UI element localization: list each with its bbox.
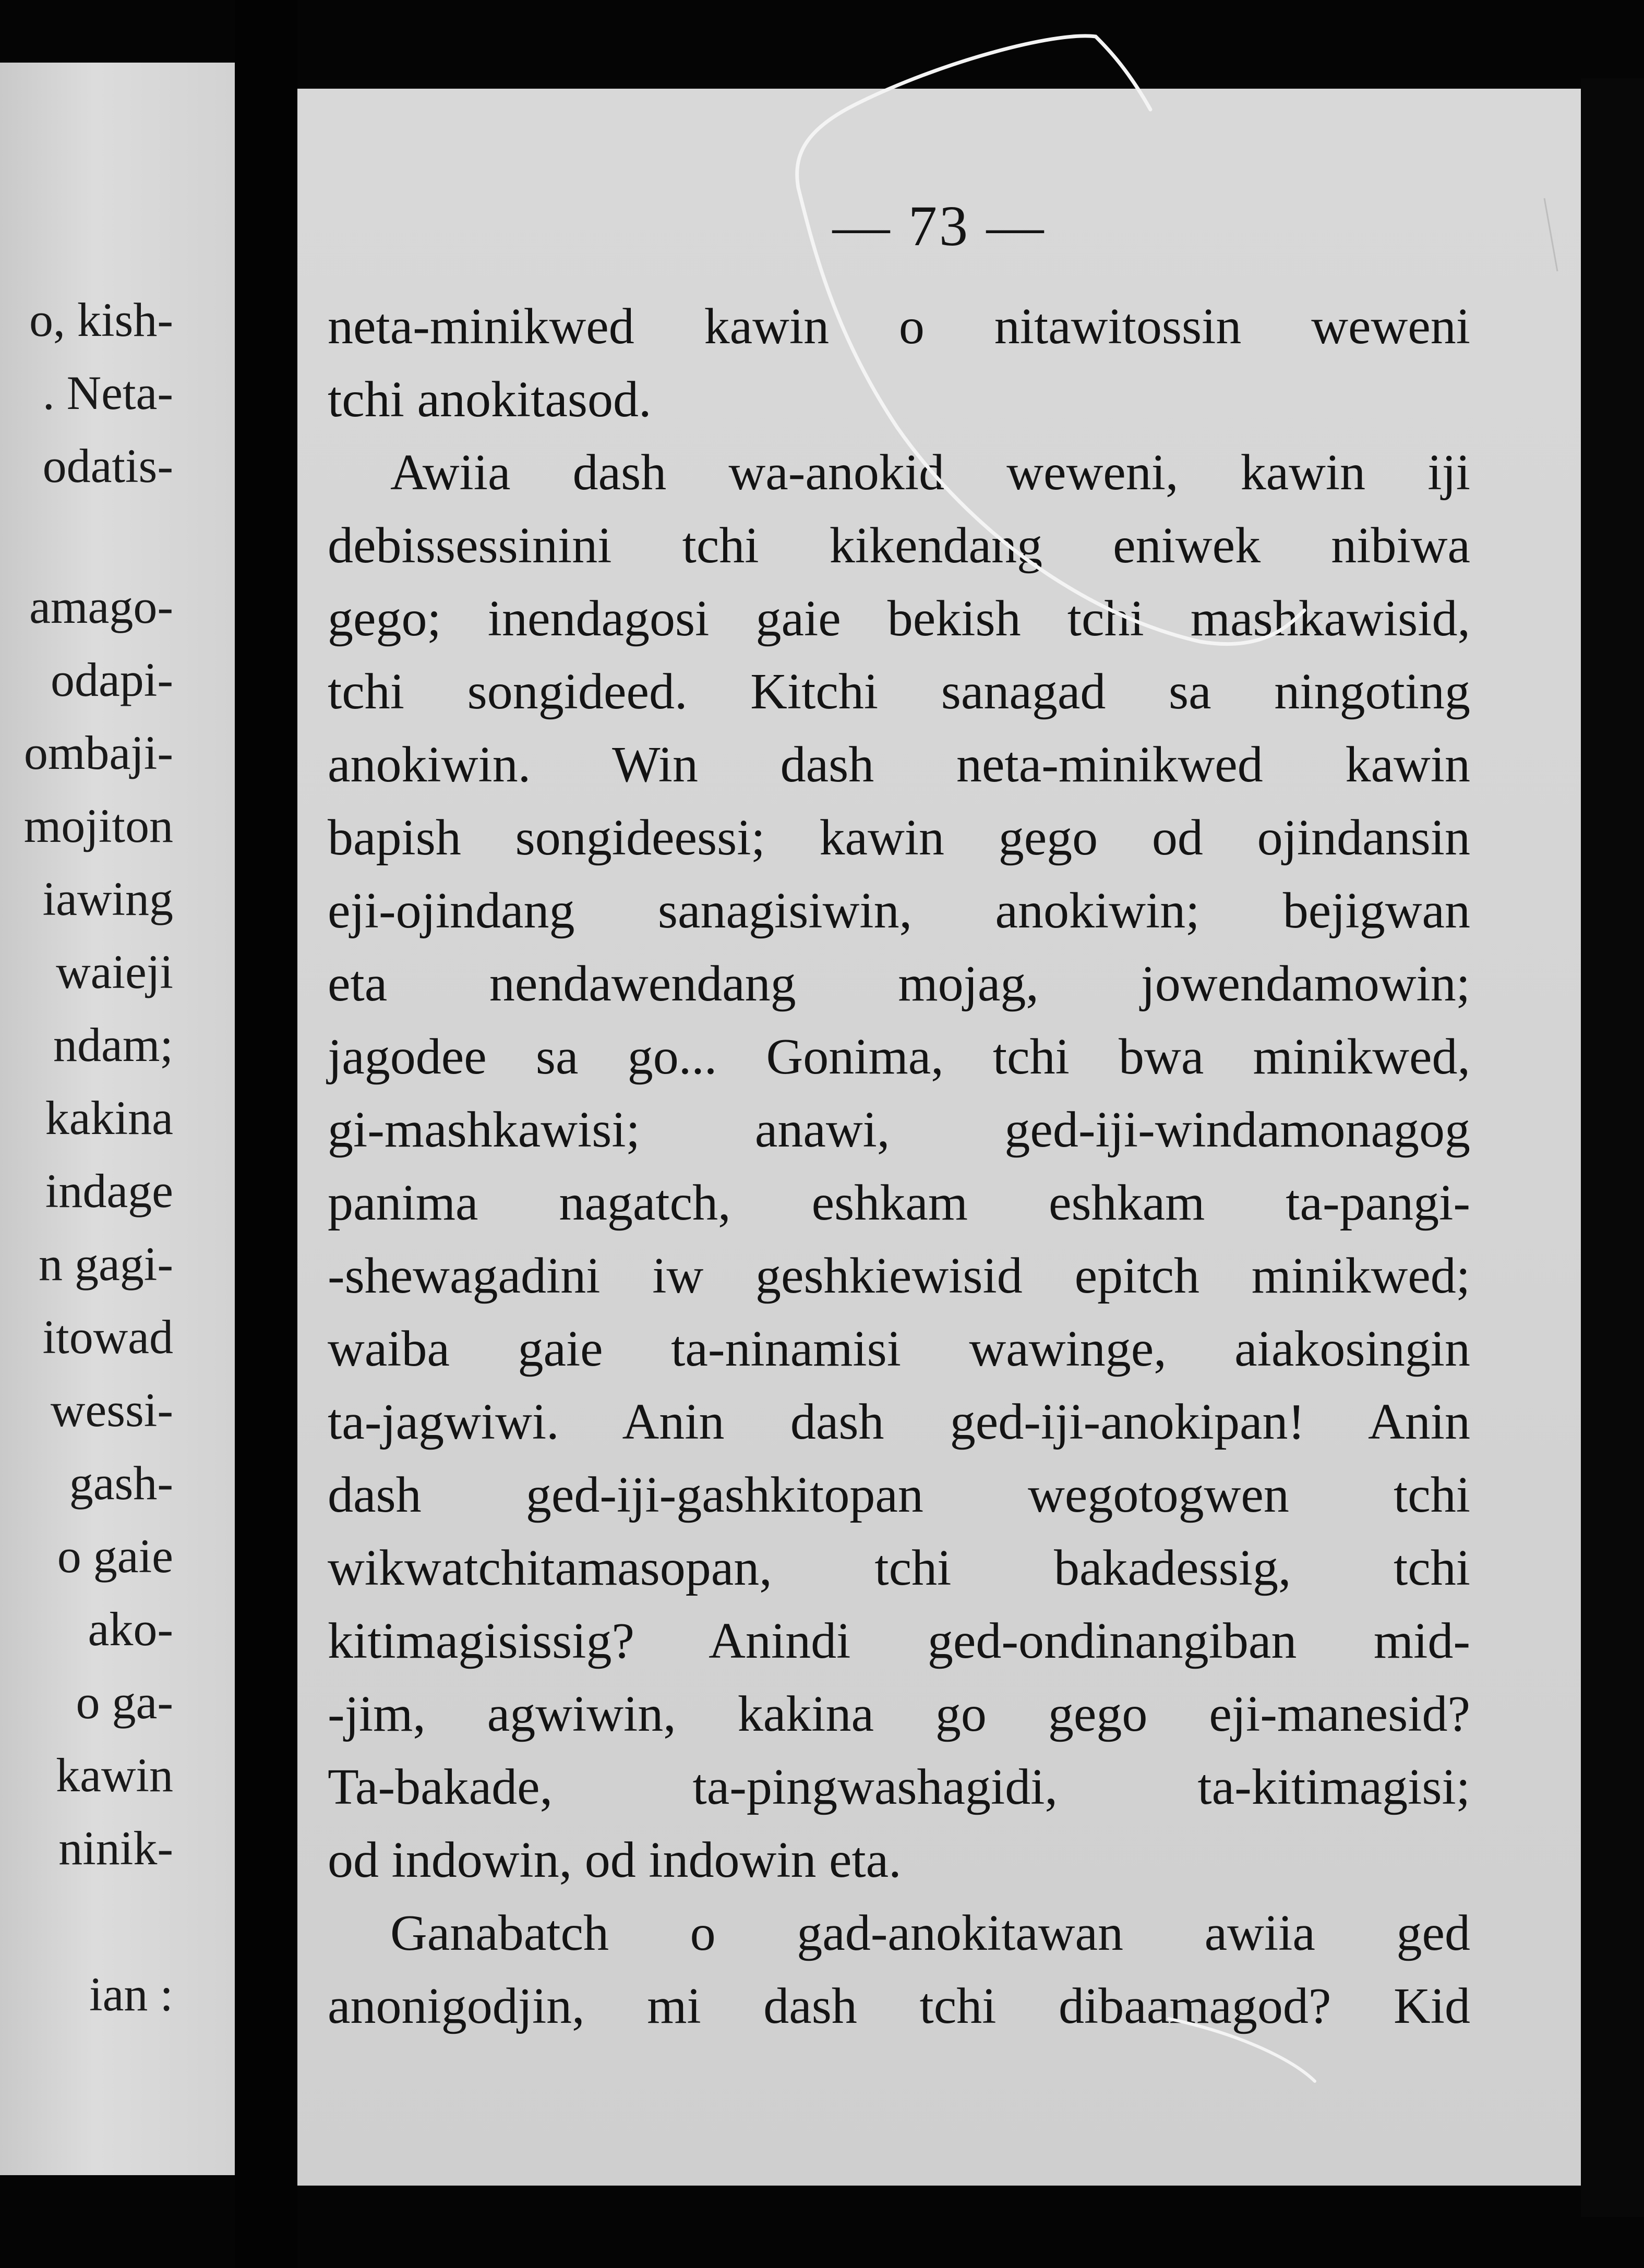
left-line: ninik- bbox=[58, 1821, 173, 1875]
left-line: o gaie bbox=[57, 1529, 173, 1583]
text-line: Ta-bakade, ta-pingwashagidi, ta-kitimagisi; bbox=[328, 1759, 1470, 1815]
left-line: . Neta- bbox=[42, 366, 173, 419]
text-line: ta-jagwiwi. Anin dash ged-iji-anokipan! Anin bbox=[328, 1394, 1470, 1450]
text-line: neta-minikwed kawin o nitawitossin weweni bbox=[328, 298, 1470, 355]
text-line: eta nendawendang mojag, jowendamowin; bbox=[328, 956, 1470, 1012]
left-line: waieji bbox=[56, 945, 173, 998]
left-line: n gagi- bbox=[38, 1237, 173, 1290]
left-line: ndam; bbox=[53, 1018, 173, 1071]
page-edge-shadow bbox=[1581, 78, 1644, 2217]
text-line: waiba gaie ta-ninamisi wawinge, aiakosingin bbox=[328, 1321, 1470, 1377]
text-line: Awiia dash wa-anokid weweni, kawin iji bbox=[390, 444, 1470, 501]
left-line: kawin bbox=[56, 1748, 173, 1802]
text-line: anokiwin. Win dash neta-minikwed kawin bbox=[328, 737, 1470, 793]
left-line: ombaji- bbox=[23, 726, 173, 779]
text-line: gi-mashkawisi; anawi, ged-iji-windamonagog bbox=[328, 1102, 1470, 1158]
left-line: o ga- bbox=[76, 1675, 173, 1729]
page-number: — 73 — bbox=[832, 194, 1046, 258]
text-line: jagodee sa go... Gonima, tchi bwa minikwed, bbox=[328, 1029, 1470, 1085]
right-page bbox=[297, 89, 1581, 2186]
left-line: wessi- bbox=[50, 1383, 173, 1437]
text-line: panima nagatch, eshkam eshkam ta-pangi- bbox=[328, 1175, 1470, 1231]
text-line: -shewagadini iw geshkiewisid epitch minikwed; bbox=[328, 1248, 1470, 1304]
text-line: -jim, agwiwin, kakina go gego eji-manesid? bbox=[328, 1686, 1470, 1742]
left-line: ian : bbox=[89, 1968, 173, 2021]
text-line: tchi anokitasod. bbox=[328, 371, 652, 428]
text-line: dash ged-iji-gashkitopan wegotogwen tchi bbox=[328, 1467, 1470, 1523]
left-line: mojiton bbox=[23, 799, 173, 852]
text-line: anonigodjin, mi dash tchi dibaamagod? Kid bbox=[328, 1978, 1470, 2034]
left-line: kakina bbox=[45, 1091, 173, 1144]
text-line: gego; inendagosi gaie bekish tchi mashkawisid, bbox=[328, 590, 1470, 647]
left-line: itowad bbox=[42, 1310, 173, 1364]
left-line: odatis- bbox=[42, 439, 173, 492]
left-line: gash- bbox=[69, 1456, 173, 1510]
left-line: indage bbox=[45, 1164, 173, 1217]
text-line: bapish songideessi; kawin gego od ojindansin bbox=[328, 810, 1470, 866]
text-line: tchi songideed. Kitchi sanagad sa ningoting bbox=[328, 663, 1470, 720]
left-line: o, kish- bbox=[29, 293, 173, 346]
text-line: kitimagisissig? Anindi ged-ondinangiban mid- bbox=[328, 1613, 1470, 1669]
text-line: Ganabatch o gad-anokitawan awiia ged bbox=[390, 1905, 1470, 1961]
text-line: debissessinini tchi kikendang eniwek nibiwa bbox=[328, 517, 1470, 574]
left-line: odapi- bbox=[50, 653, 173, 706]
left-line: iawing bbox=[42, 872, 173, 925]
left-line: ako- bbox=[88, 1602, 173, 1656]
text-line: od indowin, od indowin eta. bbox=[328, 1832, 902, 1888]
text-line: eji-ojindang sanagisiwin, anokiwin; bejigwan bbox=[328, 883, 1470, 939]
text-line: wikwatchitamasopan, tchi bakadessig, tchi bbox=[328, 1540, 1470, 1596]
left-line: amago- bbox=[29, 580, 173, 633]
left-page bbox=[0, 63, 235, 2175]
page-gutter bbox=[235, 0, 297, 2268]
